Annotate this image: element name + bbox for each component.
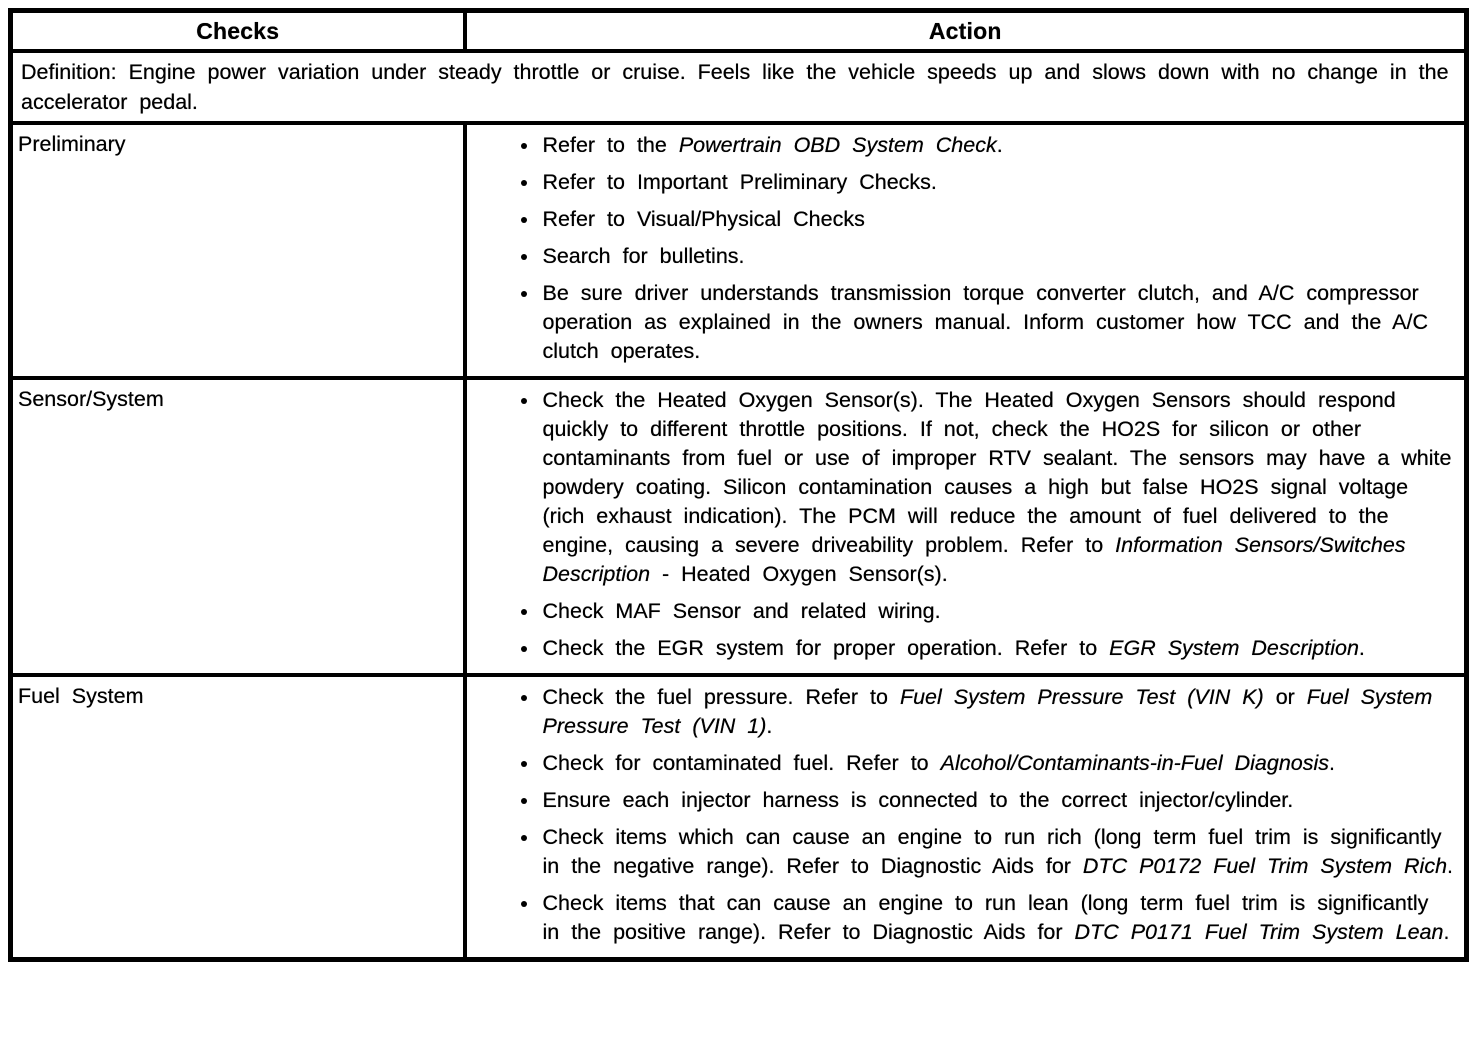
bullet-icon	[521, 901, 527, 907]
bullet-icon	[521, 695, 527, 701]
action-text: Check the Heated Oxygen Sensor(s). The Heated Oxygen Sensors should respond quickly to different throttle positions. If not, check the HO2S for silicon or other contaminants from fuel or use of improper RTV sealant. The sensors may have a white powdery coating. Silicon contamination causes a high but false HO2S signal voltage (rich exhaust indication). The PCM will reduce the amount of fuel delivered to the engine, causing a severe driveability problem. Refer to Information Sensors/Switches Description - Heated Oxygen Sensor(s).	[542, 388, 1452, 586]
table-row	[11, 123, 1467, 378]
action-text: Refer to the Powertrain OBD System Check.	[542, 133, 1003, 157]
action-text: Refer to Important Preliminary Checks.	[542, 170, 937, 194]
action-text: Check items that can cause an engine to run lean (long term fuel trim is significantly in the positive range). Refer to Diagnostic Aids for DTC P0171 Fuel Trim System Lean.	[542, 891, 1450, 944]
action-text: Refer to Visual/Physical Checks	[542, 207, 865, 231]
action-item	[467, 386, 1457, 589]
action-text: Search for bulletins.	[542, 244, 745, 268]
action-text: Check for contaminated fuel. Refer to Alcohol/Contaminants-in-Fuel Diagnosis.	[542, 751, 1335, 775]
bullet-icon	[521, 398, 527, 404]
bullet-icon	[521, 217, 527, 223]
action-item	[467, 634, 1457, 663]
bullet-icon	[521, 180, 527, 186]
check-cell: Fuel System	[11, 675, 465, 960]
table-row	[11, 378, 1467, 675]
action-item	[467, 131, 1457, 160]
table-header	[11, 11, 1467, 52]
check-cell: Preliminary	[11, 123, 465, 378]
bullet-icon	[521, 646, 527, 652]
action-text: Check the fuel pressure. Refer to Fuel System Pressure Test (VIN K) or Fuel System Pressure Test (VIN 1).	[542, 685, 1433, 738]
header-row	[11, 11, 1467, 52]
bullet-icon	[521, 761, 527, 767]
action-cell	[465, 123, 1467, 378]
action-text: Check the EGR system for proper operation. Refer to EGR System Description.	[542, 636, 1365, 660]
table-body	[11, 51, 1467, 960]
action-item	[467, 889, 1457, 947]
action-text: Check MAF Sensor and related wiring.	[542, 599, 941, 623]
action-text: Check items which can cause an engine to run rich (long term fuel trim is significantly in the negative range). Refer to Diagnostic Aids for DTC P0172 Fuel Trim System Rich.	[542, 825, 1454, 878]
action-item	[467, 168, 1457, 197]
action-item	[467, 683, 1457, 741]
action-item	[467, 823, 1457, 881]
action-item	[467, 279, 1457, 366]
bullet-icon	[521, 254, 527, 260]
action-item	[467, 205, 1457, 234]
action-cell	[465, 675, 1467, 960]
action-cell	[465, 378, 1467, 675]
bullet-icon	[521, 835, 527, 841]
action-text: Be sure driver understands transmission torque converter clutch, and A/C compressor operation as explained in the owners manual. Inform customer how TCC and the A/C clutch operates.	[542, 281, 1428, 363]
action-text: Ensure each injector harness is connected to the correct injector/cylinder.	[542, 788, 1294, 812]
bullet-icon	[521, 143, 527, 149]
action-item	[467, 597, 1457, 626]
definition-row	[11, 51, 1467, 123]
action-item	[467, 749, 1457, 778]
column-header-checks: Checks	[11, 11, 465, 52]
check-cell: Sensor/System	[11, 378, 465, 675]
bullet-icon	[521, 609, 527, 615]
column-header-action: Action	[465, 11, 1467, 52]
action-item	[467, 786, 1457, 815]
definition-cell: Definition: Engine power variation under steady throttle or cruise. Feels like the vehicle speeds up and slows down with no change in the accelerator pedal.	[11, 51, 1467, 123]
table-row	[11, 675, 1467, 960]
bullet-icon	[521, 291, 527, 297]
bullet-icon	[521, 798, 527, 804]
diagnostic-table	[8, 8, 1469, 962]
action-item	[467, 242, 1457, 271]
